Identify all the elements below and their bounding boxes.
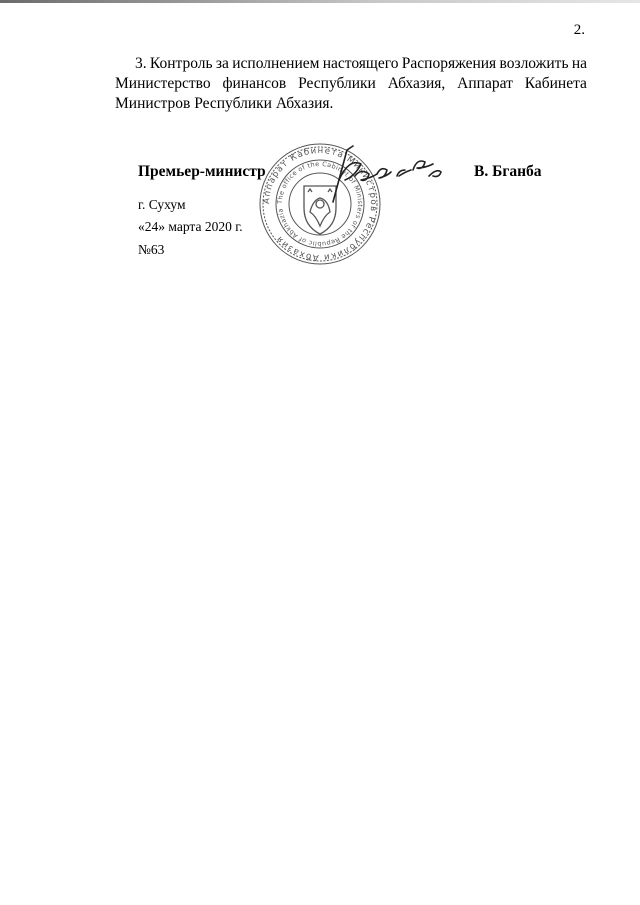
clause-line: Министерство финансов Республики Абхазия, Аппарат Кабинета [115, 75, 587, 92]
clause-paragraph [115, 54, 587, 114]
signatory-title: Премьер-министр [138, 163, 266, 180]
clause-line: 3. Контроль за исполнением настоящего Распоряжения возложить на [135, 55, 587, 72]
svg-text:The office of the Cabinet of M: The office of the Cabinet of Ministers of the Republic of Abkhazia [275, 159, 365, 249]
page-number: 2. [573, 22, 585, 38]
handwritten-signature [325, 140, 445, 210]
svg-text:Аппарат Кабинета Министров Рес: Аппарат Кабинета Министров Республики Абхазия [261, 145, 379, 263]
signatory-name: В. Бганба [474, 163, 542, 180]
document-date: «24» марта 2020 г. [138, 219, 243, 234]
document-number: №63 [138, 242, 165, 257]
document-place: г. Сухум [138, 197, 186, 212]
clause-line: Министров Республики Абхазия. [115, 95, 334, 112]
scan-edge [0, 0, 640, 3]
